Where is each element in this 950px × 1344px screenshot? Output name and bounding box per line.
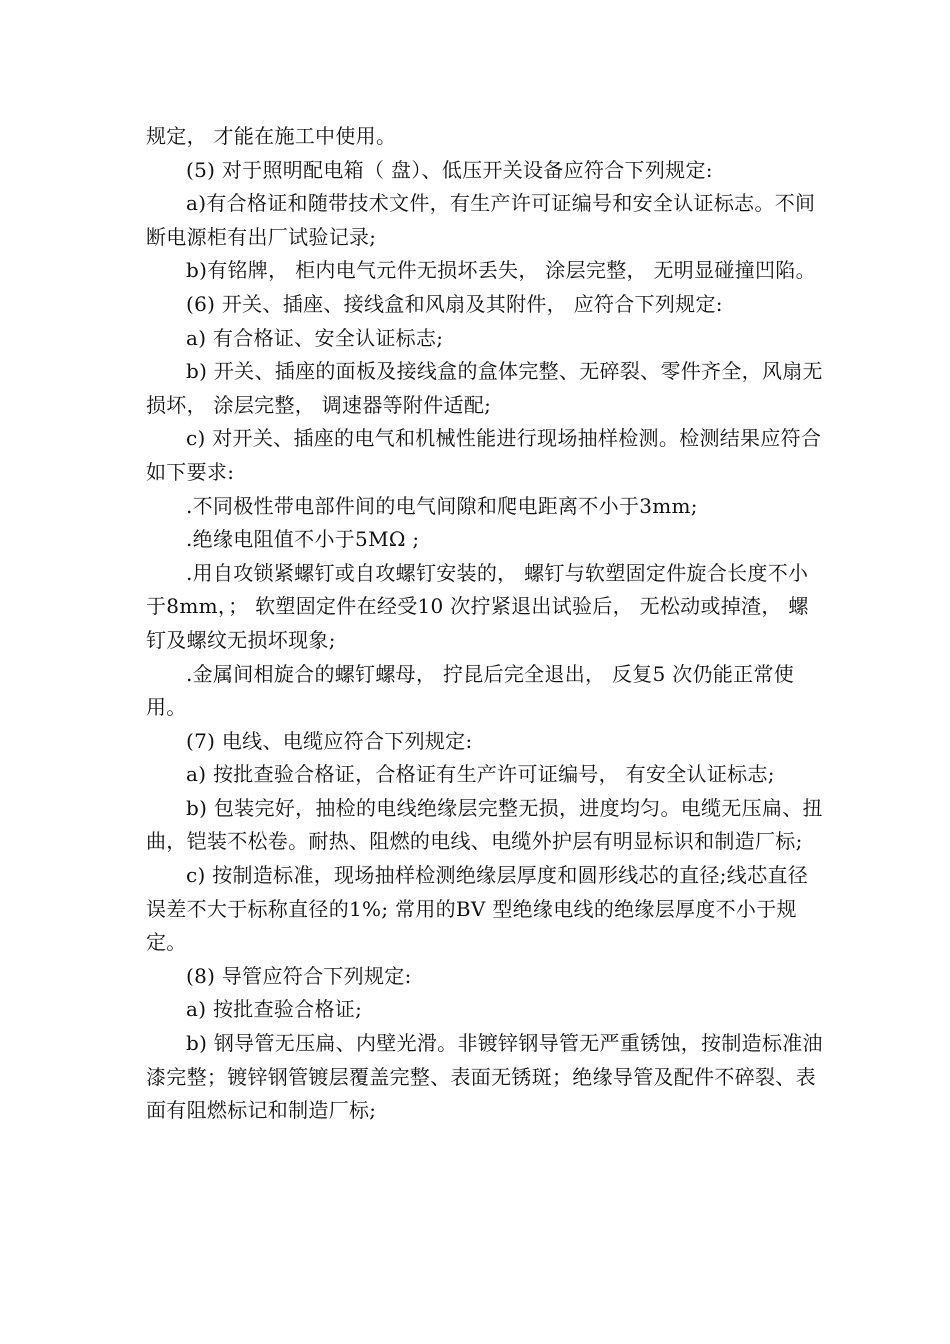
paragraph: b)有铭牌， 柜内电气元件无损坏丢失， 涂层完整， 无明显碰撞凹陷。 bbox=[186, 258, 816, 283]
paragraph: .金属间相旋合的螺钉螺母， 拧昆后完全退出， 反复5 次仍能正常使用。 bbox=[146, 661, 795, 720]
paragraph: b) 钢导管无压扁、内壁光滑。非镀锌钢导管无严重锈蚀，按制造标准油漆完整；镀锌钢管镀层覆盖完整、表面无锈斑；绝缘导管及配件不碎裂、表面有阻燃标记和制造厂标; bbox=[146, 1031, 823, 1123]
paragraph: c) 对开关、插座的电气和机械性能进行现场抽样检测。检测结果应符合如下要求: bbox=[146, 426, 822, 484]
paragraph: a) 有合格证、安全认证标志; bbox=[186, 325, 444, 350]
paragraph: b) 包装完好，抽检的电线绝缘层完整无损，进度均匀。电缆无压扁、扭曲，铠装不松卷。耐热、阻燃的电线、电缆外护层有明显标识和制造厂标; bbox=[146, 795, 823, 854]
paragraph: a) 按批查验合格证; bbox=[186, 997, 363, 1022]
paragraph: c) 按制造标准，现场抽样检测绝缘层厚度和圆形线芯的直径;线芯直径误差不大于标称直径的1%; 常用的BV 型绝缘电线的绝缘层厚度不小于规定。 bbox=[146, 863, 808, 955]
paragraph: .不同极性带电部件间的电气间隙和爬电距离不小于3mm; bbox=[186, 493, 698, 518]
paragraph: b) 开关、插座的面板及接线盒的盒体完整、无碎裂、零件齐全，风扇无损坏， 涂层完整， 调速器等附件适配; bbox=[146, 359, 823, 417]
paragraph: a)有合格证和随带技术文件，有生产许可证编号和安全认证标志。不间断电源柜有出厂试验记录; bbox=[146, 191, 816, 249]
paragraph: .绝缘电阻值不小于5MΩ ; bbox=[186, 527, 420, 552]
paragraph: .用自攻锁紧螺钉或自攻螺钉安装的， 螺钉与软塑固定件旋合长度不小于8mm，； 软塑固定件在经受10 次拧紧退出试验后， 无松动或掉渣， 螺钉及螺纹无损坏现象; bbox=[146, 560, 809, 652]
document-body bbox=[146, 120, 826, 1128]
paragraph: (8) 导管应符合下列规定: bbox=[186, 963, 412, 988]
paragraph: a) 按批查验合格证，合格证有生产许可证编号， 有安全认证标志; bbox=[186, 762, 775, 787]
paragraph: (7) 电线、电缆应符合下列规定: bbox=[186, 728, 473, 753]
paragraph: (5) 对于照明配电箱（ 盘）、低压开关设备应符合下列规定: bbox=[186, 157, 713, 182]
paragraph: (6) 开关、插座、接线盒和风扇及其附件， 应符合下列规定: bbox=[186, 291, 723, 316]
paragraph: 规定， 才能在施工中使用。 bbox=[146, 124, 397, 148]
